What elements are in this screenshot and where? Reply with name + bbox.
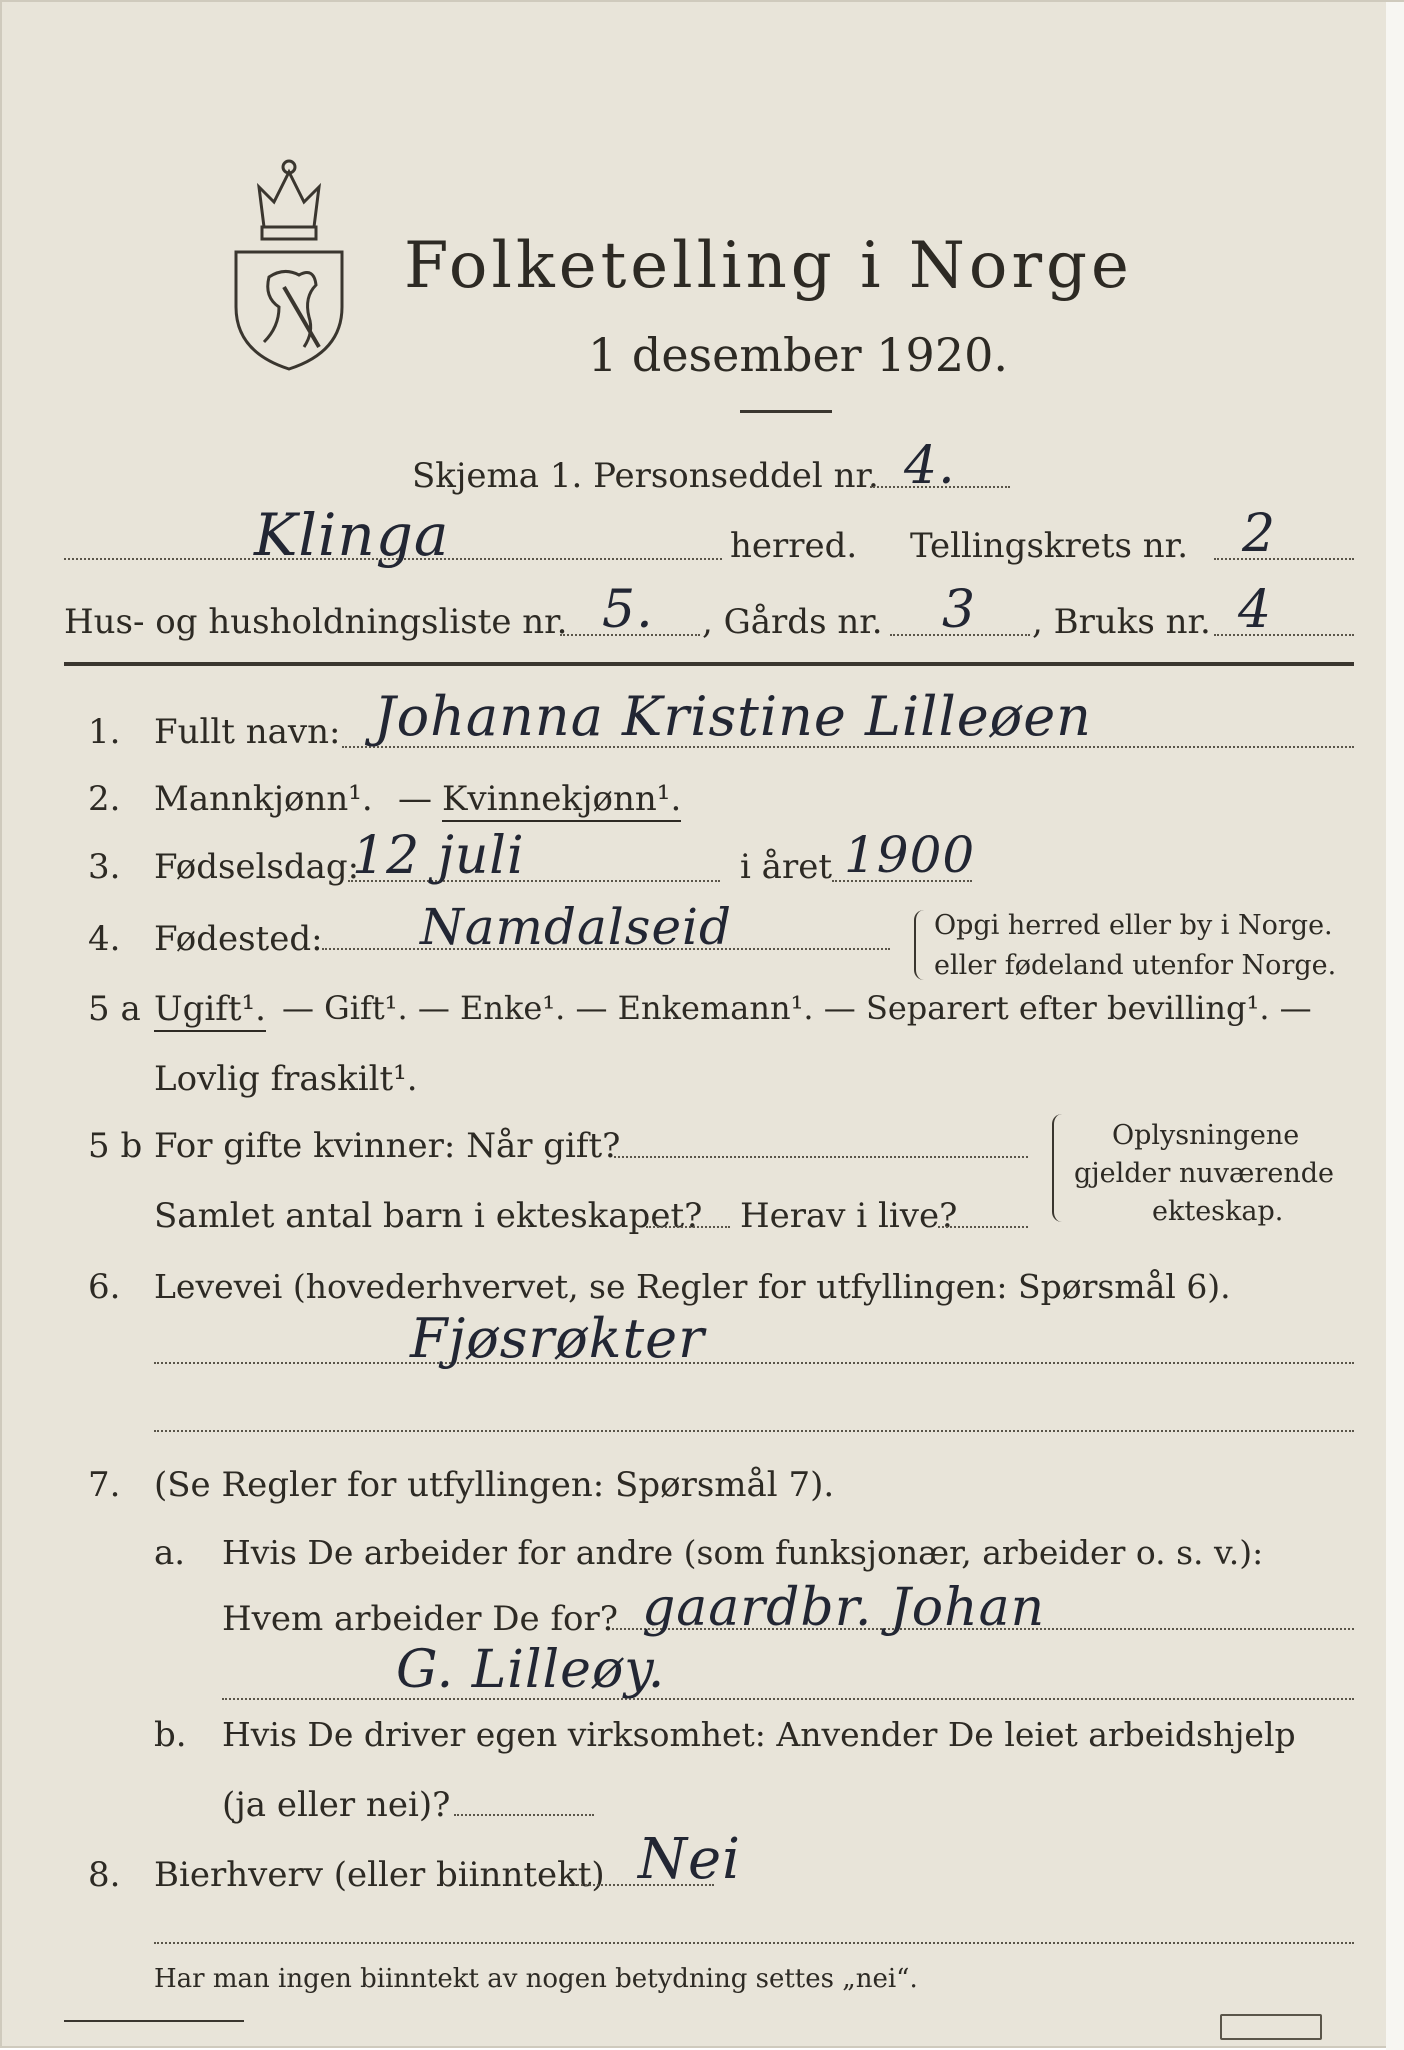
footer-note: Har man ingen biinntekt av nogen betydning settes „nei“. [154,1964,918,1994]
q4-number: 4. [88,919,121,959]
bruks-value: 4 [1238,580,1273,640]
q1-label: Fullt navn: [154,712,341,752]
q5b-note-line2: gjelder nuværende [1074,1158,1334,1189]
aaret-label: i året [740,847,832,887]
q2-number: 2. [88,779,121,819]
birth-year-value: 1900 [844,826,976,884]
q5b-number: 5 b [88,1126,143,1166]
q4-brace [914,910,926,980]
birthday-value: 12 juli [352,826,525,886]
bruks-label: , Bruks nr. [1032,602,1211,642]
herav-i-live-field-line [938,1226,1028,1228]
lovlig-fraskilt-option: Lovlig fraskilt¹. [154,1059,418,1099]
naar-gift-field-line [614,1156,1028,1158]
q7b-letter: b. [154,1715,187,1755]
q5a-number: 5 a [88,989,141,1029]
side-income-value: Nei [638,1827,742,1892]
ugift-option: Ugift¹. [154,992,266,1032]
q5b-note-line1: Oplysningene [1112,1120,1300,1151]
q8-field-line-2 [154,1942,1354,1944]
full-name-value: Johanna Kristine Lilleøen [374,685,1092,748]
header-divider [64,662,1354,666]
q5b-brace [1052,1114,1066,1222]
norwegian-coat-of-arms-icon [224,157,354,372]
q7b-field-line [454,1814,594,1816]
husholdningsliste-label: Hus- og husholdningsliste nr. [64,602,568,642]
q7b-question: Hvis De driver egen virksomhet: Anvender De leiet arbeidshjelp [222,1715,1296,1754]
gards-label: , Gårds nr. [702,602,883,642]
bruks-field-line [1214,634,1354,636]
hvem-arbeider-label: Hvem arbeider De for? [222,1599,618,1639]
footnote-rule [64,2020,244,2022]
ja-eller-nei-label: (ja eller nei)? [222,1785,451,1825]
tellingskrets-label: Tellingskrets nr. [910,526,1189,566]
q6-field-line-1 [154,1362,1354,1364]
employer-value-line2: G. Lilleøy. [396,1640,666,1700]
q4-note-line1: Opgi herred eller by i Norge. [934,910,1333,941]
tellingskrets-field-line [1214,558,1354,560]
naar-gift-label: For gifte kvinner: Når gift? [154,1126,621,1166]
q6-number: 6. [88,1267,121,1307]
q4-note-line2: eller fødeland utenfor Norge. [934,950,1337,981]
civil-status-options: — Gift¹. — Enke¹. — Enkemann¹. — Separert efter bevilling¹. — [282,989,1312,1027]
q8-number: 8. [88,1855,121,1895]
page-margin [1386,2,1404,2050]
title-divider [740,410,832,413]
herred-value: Klinga [254,501,450,569]
q4-label: Fødested: [154,919,323,959]
q3-number: 3. [88,847,121,887]
gards-value: 3 [942,580,977,640]
kvinnekjonn-option: Kvinnekjønn¹. [442,782,681,822]
gender-dash: — [398,779,432,819]
personseddel-number: 4. [904,436,956,496]
herred-label: herred. [730,526,858,566]
q7a-letter: a. [154,1533,186,1573]
q7-label: (Se Regler for utfyllingen: Spørsmål 7). [154,1465,835,1505]
q7a-question: Hvis De arbeider for andre (som funksjonær, arbeider o. s. v.): [222,1533,1264,1572]
q6-label: Levevei (hovederhvervet, se Regler for utfyllingen: Spørsmål 6). [154,1267,1231,1306]
occupation-value: Fjøsrøkter [410,1307,705,1370]
q7-number: 7. [88,1465,121,1505]
census-date: 1 desember 1920. [588,328,1008,382]
mannkjonn-option: Mannkjønn¹. [154,779,373,819]
q6-field-line-2 [154,1430,1354,1432]
form-title: Folketelling i Norge [404,229,1133,303]
antal-barn-field-line [646,1226,730,1228]
birthplace-value: Namdalseid [420,898,733,956]
employer-value-line1: gaardbr. Johan [642,1578,1046,1638]
q3-label: Fødselsdag: [154,847,360,887]
skjema-label: Skjema 1. Personseddel nr. [412,456,879,496]
husholdningsliste-value: 5. [602,580,654,640]
herav-i-live-label: Herav i live? [740,1196,958,1236]
printer-stamp [1220,2014,1322,2040]
q1-number: 1. [88,712,121,752]
tellingskrets-value: 2 [1242,504,1277,564]
q5b-note-line3: ekteskap. [1152,1196,1284,1227]
q7a-field-line-2 [222,1698,1354,1700]
antal-barn-label: Samlet antal barn i ekteskapet? [154,1196,703,1236]
q8-label: Bierhverv (eller biinntekt) [154,1855,605,1895]
